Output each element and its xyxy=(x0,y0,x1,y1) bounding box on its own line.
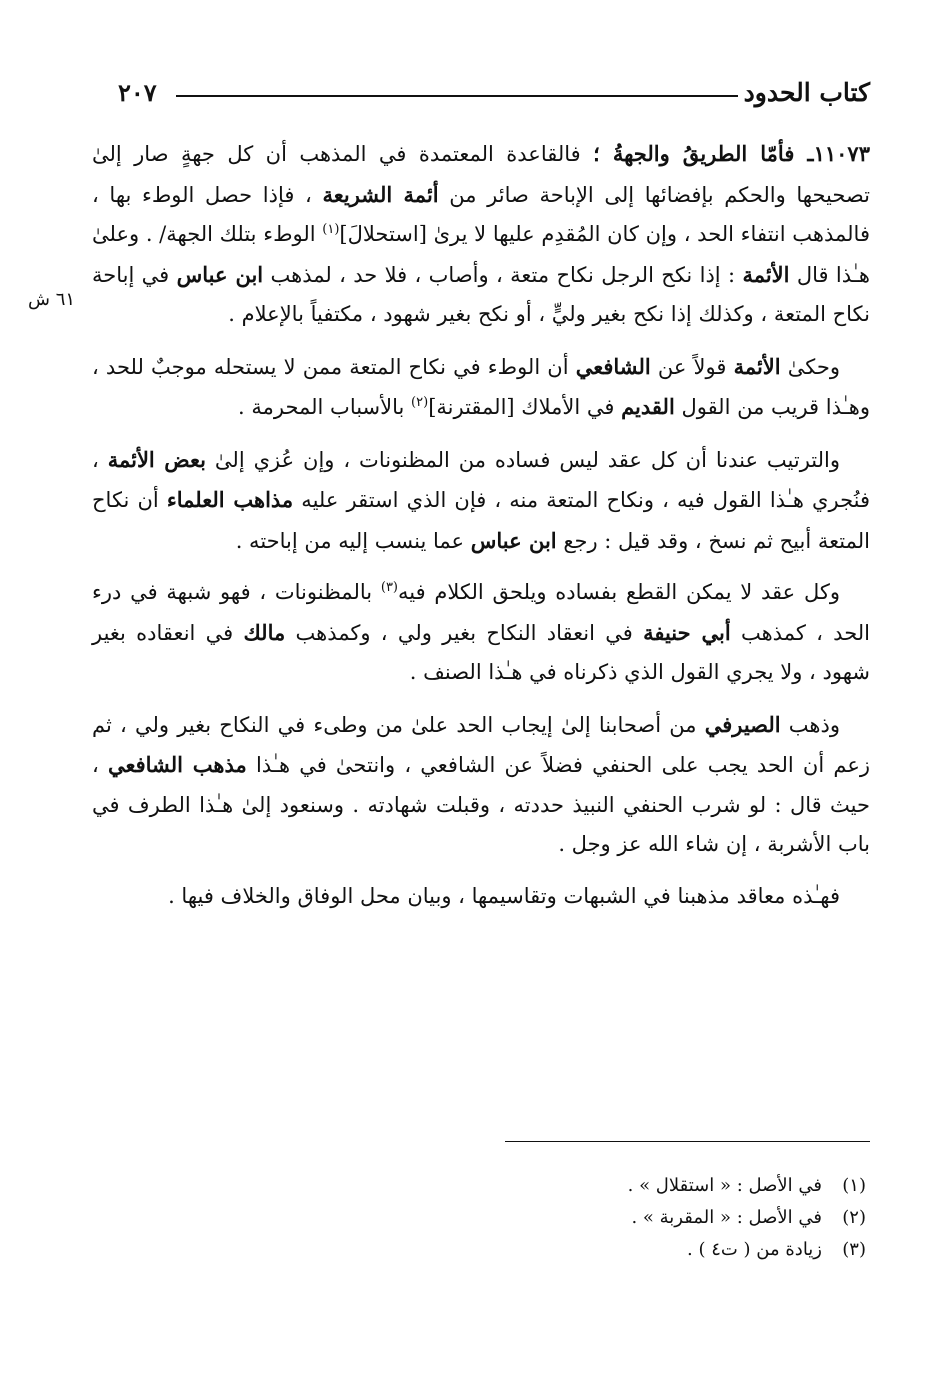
footnote-ref: (١) xyxy=(322,222,340,237)
text-run: الوطء بتلك الجهة/ . وعلىٰ هـٰذا قال xyxy=(92,222,870,287)
bold-term: ابن عباس xyxy=(470,527,557,553)
text-run: ، حيث قال : لو شرب الحنفي النبيذ حددته ، وقبلت شهادته . وسنعود إلىٰ هـٰذا الطرف في باب الأشربة ، إن شاء الله عز وجل . xyxy=(92,753,870,856)
text-run: ، فنُجري هـٰذا القول فيه ، ونكاح المتعة منه ، فإن الذي استقر عليه xyxy=(92,447,870,512)
text-run: ، فإذا حصل الوطء بها ، فالمذهب انتفاء الحد ، وإن كان المُقدِم عليها لا يرىٰ [استحلالَ] xyxy=(92,182,870,246)
paragraph xyxy=(92,573,870,693)
text-run: والترتيب عندنا أن كل عقد ليس فساده من المظنونات ، وإن عُزي إلىٰ xyxy=(206,447,840,472)
text-run: بالمظنونات ، فهو شبهة في درء الحد ، كمذهب xyxy=(92,580,870,645)
bold-term: أئمة الشريعة xyxy=(322,181,439,207)
footnotes xyxy=(446,1170,866,1266)
text-run: قولاً عن xyxy=(650,354,734,379)
bold-term: القديم xyxy=(621,394,675,419)
text-run: في الأملاك [المقترنة] xyxy=(428,395,622,419)
footnote-text: في الأصل : « استقلال » . xyxy=(627,1175,822,1196)
bold-term: الشافعي xyxy=(575,353,651,379)
text-run: وذهب xyxy=(780,712,840,737)
bold-term: الأئمة xyxy=(742,261,790,287)
paragraph xyxy=(92,705,870,865)
bold-term: مذاهب العلماء xyxy=(166,487,294,512)
footnote xyxy=(446,1234,866,1266)
text-run: وكل عقد لا يمكن القطع بفساده ويلحق الكلام فيه xyxy=(398,580,840,604)
text-run: في انعقاده بغير شهود ، ولا يجري القول الذي ذكرناه في هـٰذا الصنف . xyxy=(92,620,870,684)
text-run: في انعقاد النكاح بغير ولي ، وكمذهب xyxy=(285,620,644,645)
text-run: أن نكاح المتعة أبيح ثم نسخ ، وقد قيل : رجع xyxy=(92,488,870,553)
text-run: : إذا نكح الرجل نكاح متعة ، وأصاب ، فلا حد ، لمذهب xyxy=(263,262,743,287)
paragraph xyxy=(92,877,870,917)
footnote-text: زيادة من ( ت٤ ) . xyxy=(687,1239,822,1260)
bold-term: بعض الأئمة xyxy=(107,446,207,472)
text-run: في إباحة نكاح المتعة ، وكذلك إذا نكح بغير وليٍّ ، أو نكح بغير شهود ، مكتفياً بالإعلام . xyxy=(92,262,870,326)
paragraph xyxy=(92,134,870,335)
footnote-ref: (٢) xyxy=(411,395,429,410)
footnote-separator xyxy=(505,1141,870,1142)
text-run: أن الوطء في نكاح المتعة ممن لا يستحله موجبٌ للحد ، وهـٰذا قريب من القول xyxy=(92,354,870,419)
bold-term: مالك xyxy=(243,619,286,645)
footnote-number: (١) xyxy=(842,1175,866,1196)
margin-manuscript-note: ٦١ ش xyxy=(28,289,76,310)
bold-term: أبي حنيفة xyxy=(643,619,731,645)
footnote-number: (٢) xyxy=(842,1207,866,1228)
page-number: ٢٠٧ xyxy=(118,78,157,107)
running-header xyxy=(118,78,870,114)
text-run: عما ينسب إليه من إباحته . xyxy=(235,528,471,553)
chapter-title: كتاب الحدود xyxy=(743,78,870,107)
text-run: فالقاعدة المعتمدة في المذهب أن كل جهةٍ صار إلىٰ تصحيحها والحكم بإفضائها إلى الإباحة صائر من xyxy=(92,142,870,207)
bold-term: ابن عباس xyxy=(176,261,264,287)
text-run: فهـٰذه معاقد مذهبنا في الشبهات وتقاسيمها ، وبيان محل الوفاق والخلاف فيها . xyxy=(168,883,840,908)
footnote-ref: (٣) xyxy=(380,580,398,595)
text-run: بالأسباب المحرمة . xyxy=(238,395,412,419)
bold-term: الأئمة xyxy=(733,353,781,379)
footnote xyxy=(446,1202,866,1234)
footnote-number: (٣) xyxy=(842,1239,866,1260)
bold-term: مذهب الشافعي xyxy=(107,752,247,777)
bold-term: الصيرفي xyxy=(704,711,781,737)
header-rule xyxy=(176,95,738,97)
paragraph xyxy=(92,440,870,562)
footnote-text: في الأصل : « المقربة » . xyxy=(631,1207,822,1228)
footnote xyxy=(446,1170,866,1202)
text-run: وحكىٰ xyxy=(780,354,840,379)
paragraph xyxy=(92,347,870,428)
bold-term: ١١٠٧٣ـ فأمّا الطريقُ والجهةُ ؛ xyxy=(593,141,870,166)
main-text xyxy=(92,134,870,928)
text-run: من أصحابنا إلىٰ إيجاب الحد علىٰ من وطىء في النكاح بغير ولي ، ثم زعم أن الحد يجب على الحنفي فضلاً عن الشافعي ، وانتحىٰ في هـٰذا xyxy=(92,712,870,777)
